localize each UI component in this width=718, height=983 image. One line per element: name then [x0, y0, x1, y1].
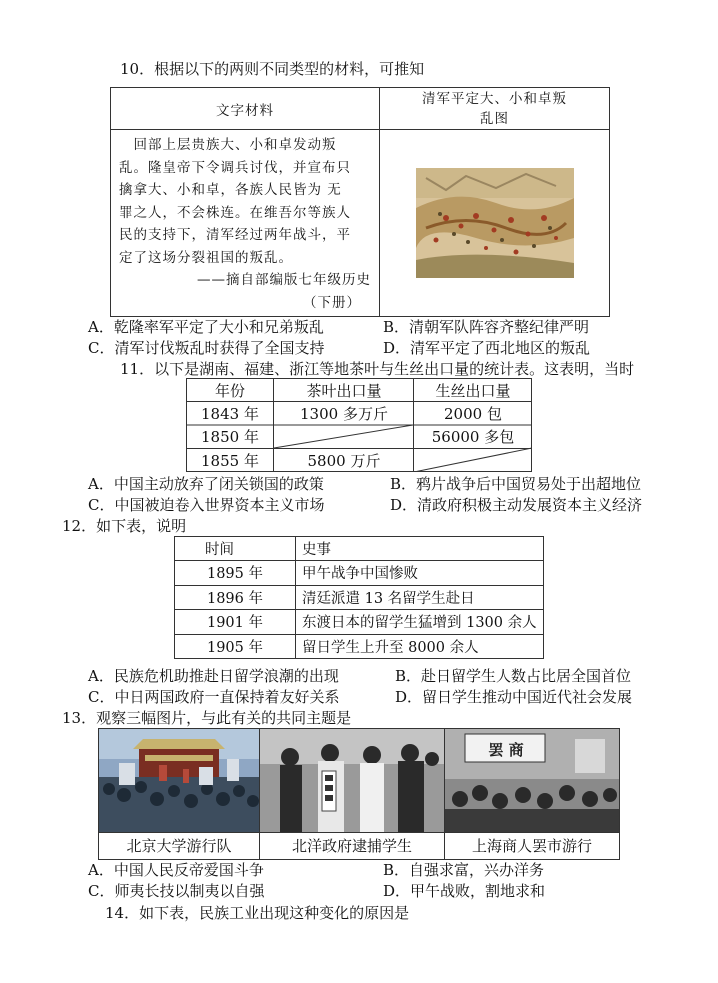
q11-cell: 56000 多包 — [431, 428, 515, 446]
q11-option-d[interactable]: D．清政府积极主动发展资本主义经济 — [390, 496, 643, 514]
q10-text-material — [111, 130, 380, 317]
empty-cell-diagonal — [274, 425, 413, 448]
q14-stem: 14．如下表，民族工业出现这种变化的原因是 — [105, 904, 410, 922]
q10-material-table — [110, 87, 610, 317]
q11-cell: 1855 年 — [201, 452, 259, 470]
q10-col2-header-line1: 清军平定大、小和卓叛 — [422, 90, 567, 107]
q10-option-d[interactable]: D．清军平定了西北地区的叛乱 — [383, 339, 591, 357]
q12-cell: 东渡日本的留学生猛增到 1300 余人 — [296, 610, 544, 635]
q10-source-line: ——摘自部编版七年级历史 — [197, 272, 371, 288]
q12-cell: 甲午战争中国惨败 — [296, 561, 544, 586]
q10-stem: 10．根据以下的两则不同类型的材料，可推知 — [120, 60, 425, 78]
caption-merchants-strike: 上海商人罢市游行 — [471, 837, 592, 855]
q12-cell: 1901 年 — [175, 610, 296, 635]
battle-painting-image — [416, 168, 574, 278]
q12-stem: 12．如下表，说明 — [62, 517, 187, 535]
q10-col1-header: 文字材料 — [111, 88, 380, 130]
q10-text-line: 乱。隆皇帝下令调兵讨伐，并宣布只 — [119, 159, 351, 176]
q11-option-b[interactable]: B．鸦片战争后中国贸易处于出超地位 — [390, 475, 642, 493]
q11-cell: 5800 万斤 — [307, 452, 381, 470]
q10-source-volume: （下册） — [303, 294, 361, 311]
q13-option-a[interactable]: A．中国人民反帝爱国斗争 — [88, 861, 264, 879]
q10-text-line: 擒拿大、小和卓，各族人民皆为 无 — [119, 182, 342, 198]
empty-cell-diagonal — [414, 448, 532, 472]
q13-image-strip — [98, 728, 620, 860]
q11-cell: 1850 年 — [201, 428, 259, 446]
caption-peking-university: 北京大学游行队 — [126, 837, 232, 855]
q13-option-d[interactable]: D．甲午战败，割地求和 — [383, 882, 546, 900]
q11-cell: 1300 多万斤 — [300, 405, 388, 423]
q12-cell: 留日学生上升至 8000 余人 — [296, 634, 544, 659]
q11-cell: 2000 包 — [444, 405, 502, 423]
q12-cell: 清廷派遣 13 名留学生赴日 — [296, 585, 544, 610]
q11-option-c[interactable]: C．中国被迫卷入世界资本主义市场 — [88, 496, 325, 514]
q10-image-cell — [380, 130, 610, 317]
q10-option-a[interactable]: A．乾隆率军平定了大小和兄弟叛乱 — [88, 318, 324, 336]
q11-option-a[interactable]: A．中国主动放弃了闭关锁国的政策 — [88, 475, 324, 493]
q10-col2-header-line2: 乱图 — [480, 110, 509, 127]
q11-table — [186, 378, 532, 472]
q13-stem: 13．观察三幅图片，与此有关的共同主题是 — [62, 709, 352, 727]
q10-option-b[interactable]: B．清朝军队阵容齐整纪律严明 — [383, 318, 590, 336]
q10-text-line: 民的支持下，清军经过两年战斗，平 — [119, 227, 351, 243]
q12-header-event: 史事 — [296, 537, 544, 561]
q12-table — [174, 536, 544, 659]
q10-option-c[interactable]: C．清军讨伐叛乱时获得了全国支持 — [88, 339, 325, 357]
q13-option-b[interactable]: B．自强求富，兴办洋务 — [383, 861, 545, 879]
strike-sign-text: 罢 商 — [488, 741, 524, 759]
q10-text-line: 回部上层贵族大、小和卓发动叛 — [119, 137, 337, 153]
q12-header-time: 时间 — [175, 537, 296, 561]
q12-option-c[interactable]: C．中日两国政府一直保持着友好关系 — [88, 688, 340, 706]
q11-cell: 1843 年 — [201, 405, 259, 423]
q11-header-silk: 生丝出口量 — [435, 382, 511, 400]
q12-cell: 1895 年 — [175, 561, 296, 586]
q10-text-line: 罪之人，不会株连。在维吾尔等族人 — [119, 204, 351, 221]
students-arrested-photo — [260, 729, 444, 832]
q12-option-d[interactable]: D．留日学生推动中国近代社会发展 — [395, 688, 633, 706]
shanghai-merchants-strike-photo — [445, 729, 619, 832]
q11-stem: 11．以下是湖南、福建、浙江等地茶叶与生丝出口量的统计表。这表明，当时 — [120, 360, 635, 378]
q11-header-year: 年份 — [214, 382, 245, 400]
q13-option-c[interactable]: C．师夷长技以制夷以自强 — [88, 882, 265, 900]
q10-text-line: 定了这场分裂祖国的叛乱。 — [119, 249, 293, 266]
q12-option-a[interactable]: A．民族危机助推赴日留学浪潮的出现 — [88, 667, 339, 685]
q12-cell: 1905 年 — [175, 634, 296, 659]
q10-col2-header — [380, 88, 610, 130]
peking-university-parade-photo — [99, 729, 259, 832]
q12-option-b[interactable]: B．赴日留学生人数占比居全国首位 — [395, 667, 632, 685]
q12-cell: 1896 年 — [175, 585, 296, 610]
caption-students-arrested: 北洋政府逮捕学生 — [291, 837, 412, 855]
q11-header-tea: 茶叶出口量 — [306, 382, 382, 400]
